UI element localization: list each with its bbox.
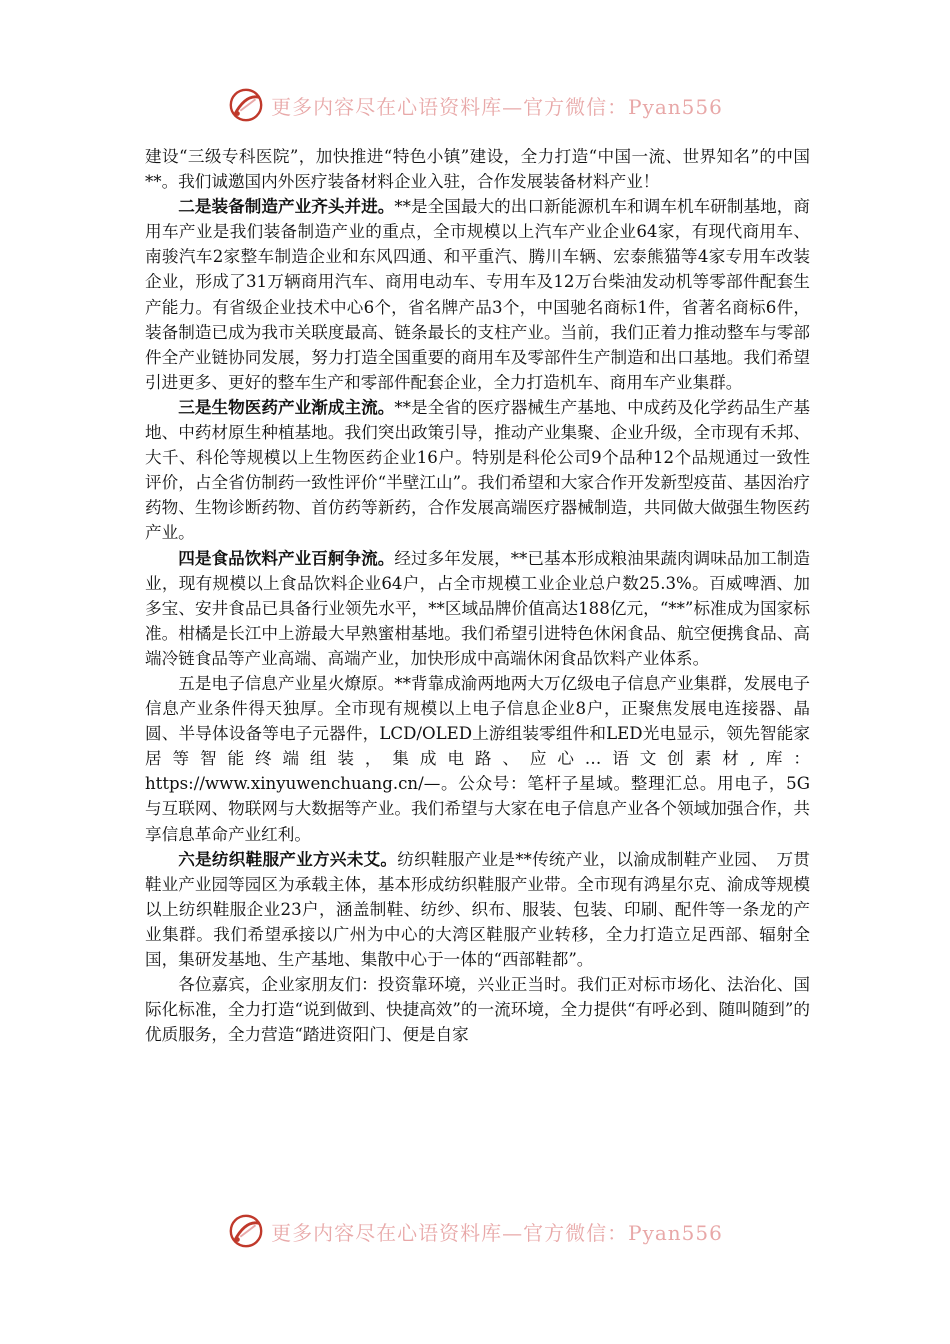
paragraph-3	[145, 395, 810, 546]
paragraph-body: **是全国最大的出口新能源机车和调车机车研制基地，商用车产业是我们装备制造产业的重点，全市规模以上汽车产业企业64家，有现代商用车、南骏汽车2家整车制造企业和东风四通、和平重汽、腾川车辆、宏泰熊猫等4家专用车改装企业，形成了31万辆商用汽车、商用电动车、专用车及12万台柴油发动机等零部件配套生产能力。有省级企业技术中心6个，省名牌产品3个，中国驰名商标1件，省著名商标6件，装备制造已成为我市关联度最高、链条最长的支柱产业。当前，我们正着力推动整车与零部件全产业链协同发展，努力打造全国重要的商用车及零部件生产制造和出口基地。我们希望引进更多、更好的整车生产和零部件配套企业，全力打造机车、商用车产业集群。	[145, 197, 811, 392]
paragraph-lead: 二是装备制造产业齐头并进。	[178, 196, 395, 217]
paragraph-body: **是全省的医疗器械生产基地、中成药及化学药品生产基地、中药材原生种植基地。我们突出政策引导，推动产业集聚、企业升级，全市现有禾邦、大千、科伦等规模以上生物医药企业16户。特别是科伦公司9个品种12个品规通过一致性评价，占全省仿制药一致性评价“半壁江山”。我们希望和大家合作开发新型疫苗、基因治疗药物、生物诊断药物、首仿药等新药，合作发展高端医疗器械制造，共同做大做强生物医药产业。	[145, 397, 811, 543]
paragraph-body: 各位嘉宾，企业家朋友们：投资靠环境，兴业正当时。我们正对标市场化、法治化、国际化标准，全力打造“说到做到、快捷高效”的一流环境，全力提供“有呼必到、随叫随到”的优质服务，全力营造“踏进资阳门、便是自家	[145, 975, 810, 1045]
paragraph-4	[145, 546, 810, 671]
paragraph-1	[145, 144, 810, 194]
paragraph-body: 纺织鞋服产业是**传统产业，以渝成制鞋产业园、 万贯鞋业产业园等园区为承载主体，基本形成纺织鞋服产业带。全市现有鸿星尔克、渝成等规模以上纺织鞋服企业23户，涵盖制鞋、纺纱、织布、服装、包装、印刷、配件等一条龙的产业集群。我们希望承接以广州为中心的大湾区鞋服产业转移，全力打造立足西部、辐射全国，集研发基地、生产基地、集散中心于一体的“西部鞋都”。	[145, 849, 811, 969]
paragraph-lead: 六是纺织鞋服产业方兴未艾。	[178, 848, 398, 869]
pen-logo-icon	[227, 86, 265, 124]
banner-text: 更多内容尽在心语资料库—官方微信：Pyan556	[271, 94, 723, 119]
footer-banner	[0, 1206, 950, 1256]
paragraph-2	[145, 194, 810, 395]
paragraph-7	[145, 972, 810, 1047]
paragraph-6	[145, 847, 810, 972]
document-body	[145, 144, 810, 1047]
paragraph-body: 五是电子信息产业星火燎原。**背靠成渝两地两大万亿级电子信息产业集群，发展电子信息产业条件得天独厚。全市现有规模以上电子信息企业8户，正聚焦发展电连接器、晶圆、半导体设备等电子元器件，LCD/OLED上游组装零组件和LED光电显示，领先智能家居等智能终端组装，集成电路、应心…语文创素材,库：https://www.xinyuwenchuang.cn/—。公众号：笔杆子星域。整理汇总。用电子，5G与互联网、物联网与大数据等产业。我们希望与大家在电子信息产业各个领域加强合作，共享信息革命产业红利。	[145, 673, 810, 844]
paragraph-5	[145, 671, 810, 847]
banner-text: 更多内容尽在心语资料库—官方微信：Pyan556	[271, 1220, 723, 1245]
pen-logo-icon	[227, 1212, 265, 1250]
header-banner	[0, 80, 950, 130]
paragraph-lead: 三是生物医药产业渐成主流。	[178, 396, 395, 417]
paragraph-body: 经过多年发展，**已基本形成粮油果蔬肉调味品加工制造业，现有规模以上食品饮料企业64户，占全市规模工业企业总户数25.3%。百威啤酒、加多宝、安井食品已具备行业领先水平，**区域品牌价值高达188亿元，“**”标准成为国家标准。柑橘是长江中上游最大早熟蜜柑基地。我们希望引进特色休闲食品、航空便携食品、高端冷链食品等产业高端、高端产业，加快形成中高端休闲食品饮料产业体系。	[145, 548, 811, 668]
paragraph-lead: 四是食品饮料产业百舸争流。	[178, 547, 395, 568]
paragraph-body: 建设“三级专科医院”，加快推进“特色小镇”建设，全力打造“中国一流、世界知名”的中国**。我们诚邀国内外医疗装备材料企业入驻，合作发展装备材料产业！	[145, 147, 810, 192]
